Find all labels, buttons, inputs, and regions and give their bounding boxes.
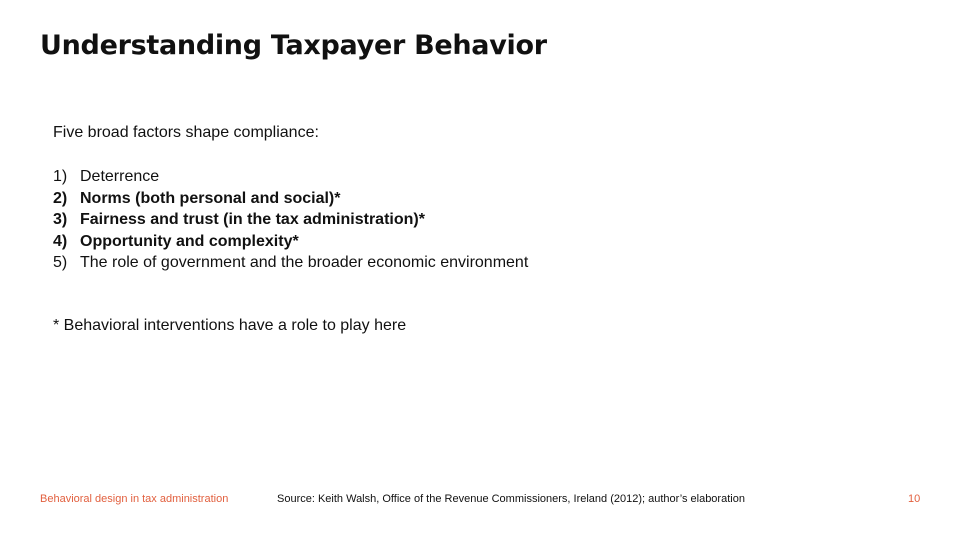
intro-text: Five broad factors shape compliance:: [53, 124, 319, 141]
factor-number: 2): [53, 189, 68, 207]
factor-number: 3): [53, 211, 68, 229]
factor-item: [53, 166, 528, 188]
factor-number: 4): [53, 232, 68, 250]
factor-item: [53, 231, 528, 253]
factor-item: [53, 209, 528, 231]
factor-text: Opportunity and complexity*: [80, 232, 299, 250]
factor-item: [53, 188, 528, 210]
slide-title: Understanding Taxpayer Behavior: [40, 30, 547, 61]
factor-item: [53, 252, 528, 274]
footer-source: Source: Keith Walsh, Office of the Revenue Commissioners, Ireland (2012); author’s elaboration: [277, 493, 745, 505]
factor-number: 1): [53, 168, 68, 185]
factor-text: Deterrence: [80, 168, 160, 185]
page-number: 10: [908, 493, 921, 505]
factor-text: Fairness and trust (in the tax administration)*: [80, 211, 425, 229]
factor-text: The role of government and the broader economic environment: [80, 254, 529, 272]
factor-list: [53, 166, 528, 274]
factor-number: 5): [53, 254, 68, 272]
footer-deck-title: Behavioral design in tax administration: [40, 493, 229, 505]
behavioral-note: * Behavioral interventions have a role to play here: [53, 317, 407, 334]
factor-text: Norms (both personal and social)*: [80, 189, 341, 207]
